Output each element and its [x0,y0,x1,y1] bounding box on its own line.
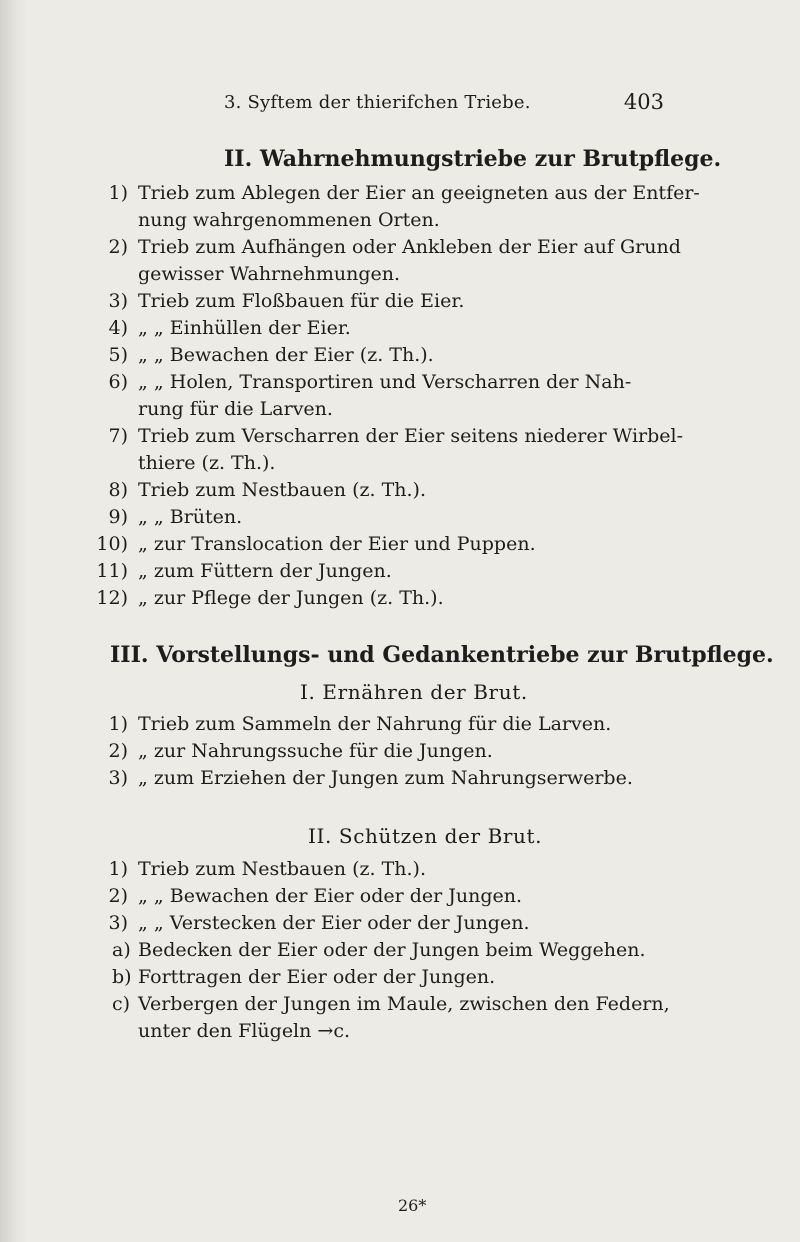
item-line: „ „ Holen, Transportiren und Verscharren der Nah- [138,371,632,393]
item-line: Trieb zum Verscharren der Eier seitens niederer Wirbel- [138,425,684,447]
running-header [224,92,664,118]
item-letter: b) [112,966,132,988]
item-number: 6) [108,371,128,393]
page-gutter-shadow [0,0,28,1242]
item-number: 4) [108,317,128,339]
item-number: 3) [108,290,128,312]
item-number: 1) [108,858,128,880]
item-number: 9) [108,506,128,528]
item-line: rung für die Larven. [138,398,333,420]
item-line: Forttragen der Eier oder der Jungen. [138,966,496,988]
item-line: „ „ Brüten. [138,506,243,528]
item-line: thiere (z. Th.). [138,452,276,474]
printer-signature: 26* [398,1196,427,1215]
item-line: Verbergen der Jungen im Maule, zwischen den Federn, [138,993,670,1015]
item-letter: c) [112,993,131,1015]
item-line: Trieb zum Floßbauen für die Eier. [138,290,465,312]
section-heading-representation-drives: III. Vorstellungs- und Gedankentriebe zur Brutpflege. [110,642,774,668]
item-number: 8) [108,479,128,501]
item-line: „ „ Verstecken der Eier oder der Jungen. [138,912,530,934]
item-number: 2) [108,740,128,762]
item-line: „ zur Nahrungssuche für die Jungen. [138,740,493,762]
item-line: gewisser Wahrnehmungen. [138,263,401,285]
item-line: unter den Flügeln →c. [138,1020,351,1042]
item-line: nung wahrgenommenen Orten. [138,209,440,231]
item-number: 7) [108,425,128,447]
item-line: „ „ Bewachen der Eier (z. Th.). [138,344,434,366]
item-line: Trieb zum Nestbauen (z. Th.). [138,858,426,880]
item-line: Bedecken der Eier oder der Jungen beim Weggehen. [138,939,646,961]
item-line: Trieb zum Ablegen der Eier an geeigneten aus der Entfer- [138,182,700,204]
item-line: „ zur Translocation der Eier und Puppen. [138,533,536,555]
item-line: „ „ Bewachen der Eier oder der Jungen. [138,885,523,907]
item-number: 5) [108,344,128,366]
item-line: Trieb zum Aufhängen oder Ankleben der Eier auf Grund [138,236,681,258]
item-line: „ zum Füttern der Jungen. [138,560,392,582]
item-number: 2) [108,236,128,258]
item-number: 3) [108,912,128,934]
item-number: 12) [96,587,128,609]
item-line: „ „ Einhüllen der Eier. [138,317,351,339]
item-number: 2) [108,885,128,907]
page-number: 403 [623,90,664,114]
item-number: 1) [108,182,128,204]
running-title: 3. Syftem der thierifchen Triebe. [224,92,531,113]
subsection-heading-protecting: II. Schützen der Brut. [308,824,543,848]
item-letter: a) [112,939,131,961]
section-heading-perception-drives: II. Wahrnehmungstriebe zur Brutpflege. [224,146,722,172]
subsection-heading-nourishing: I. Ernähren der Brut. [300,680,528,704]
item-number: 10) [96,533,128,555]
item-line: „ zur Pflege der Jungen (z. Th.). [138,587,444,609]
item-number: 11) [96,560,128,582]
item-line: Trieb zum Nestbauen (z. Th.). [138,479,426,501]
item-number: 1) [108,713,128,735]
item-number: 3) [108,767,128,789]
item-line: Trieb zum Sammeln der Nahrung für die Larven. [138,713,612,735]
item-line: „ zum Erziehen der Jungen zum Nahrungserwerbe. [138,767,633,789]
